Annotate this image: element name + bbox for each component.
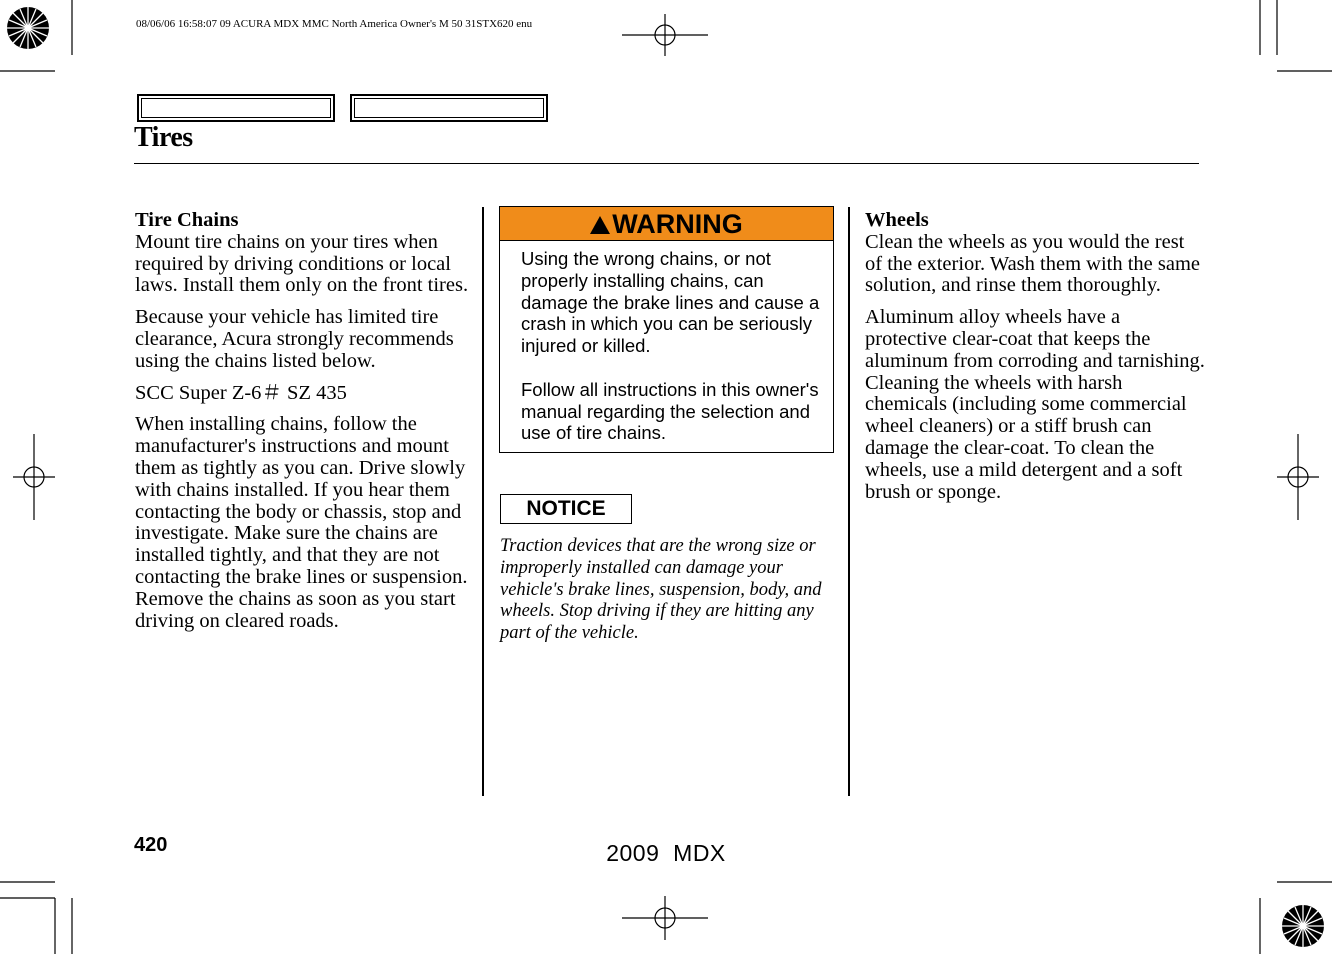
starburst-target-icon [7, 7, 49, 49]
paragraph: Mount tire chains on your tires when required by driving conditions or local laws. Install them only on the front tires. [135, 230, 469, 297]
right-column [865, 210, 1205, 513]
paragraph: Aluminum alloy wheels have a protective clear-coat that keeps the aluminum from corroding and tarnishing. Cleaning the wheels with harsh chemicals (including some commercial wheel cleaners) or a stiff brush can damage the clear-coat. To clean the wheels, use a mild detergent and a soft brush or sponge. [865, 306, 1205, 503]
title-divider [134, 163, 1199, 164]
paragraph: Because your vehicle has limited tire clearance, Acura strongly recommends using the chains listed below. [135, 306, 454, 372]
chain-model: SCC Super Z-6＃ SZ 435 [135, 381, 347, 404]
left-column [135, 210, 470, 642]
page-number: 420 [134, 834, 168, 856]
tire-chains-heading: Tire Chains [135, 209, 239, 231]
warning-paragraph: Using the wrong chains, or not properly installing chains, can damage the brake lines and cause a crash in which you can be seriously injured or killed. [521, 248, 820, 357]
wheels-heading: Wheels [865, 209, 929, 231]
column-divider [482, 207, 484, 796]
warning-header [500, 207, 833, 241]
section-title: Tires [134, 122, 193, 153]
notice-label: NOTICE [500, 494, 632, 524]
paragraph: Clean the wheels as you would the rest of the exterior. Wash them with the same solution, and rinse them thoroughly. [865, 230, 1200, 297]
header-tab-box-2 [350, 94, 548, 122]
warning-icon [590, 216, 610, 234]
warning-paragraph: Follow all instructions in this owner's manual regarding the selection and use of tire chains. [521, 378, 819, 444]
notice-text: Traction devices that are the wrong size or improperly installed can damage your vehicle's brake lines, suspension, body, and wheels. Stop driving if they are hitting any part of the vehicle. [500, 536, 822, 644]
footer-model: 2009 MDX [606, 840, 726, 866]
header-tab-box-1 [137, 94, 335, 122]
paragraph: When installing chains, follow the manufacturer's instructions and mount them as tightly as you can. Drive slowly with chains installed. If you hear them contacting the body or chassis, stop and investigate. Make sure the chains are installed tightly, and that they are not contacting the brake lines or suspension. Remove the chains as soon as you start driving on cleared roads. [135, 413, 468, 632]
column-divider [848, 207, 850, 796]
warning-box [499, 206, 834, 453]
print-info: 08/06/06 16:58:07 09 ACURA MDX MMC North America Owner's M 50 31STX620 enu [136, 18, 533, 30]
warning-label: WARNING [612, 209, 743, 239]
